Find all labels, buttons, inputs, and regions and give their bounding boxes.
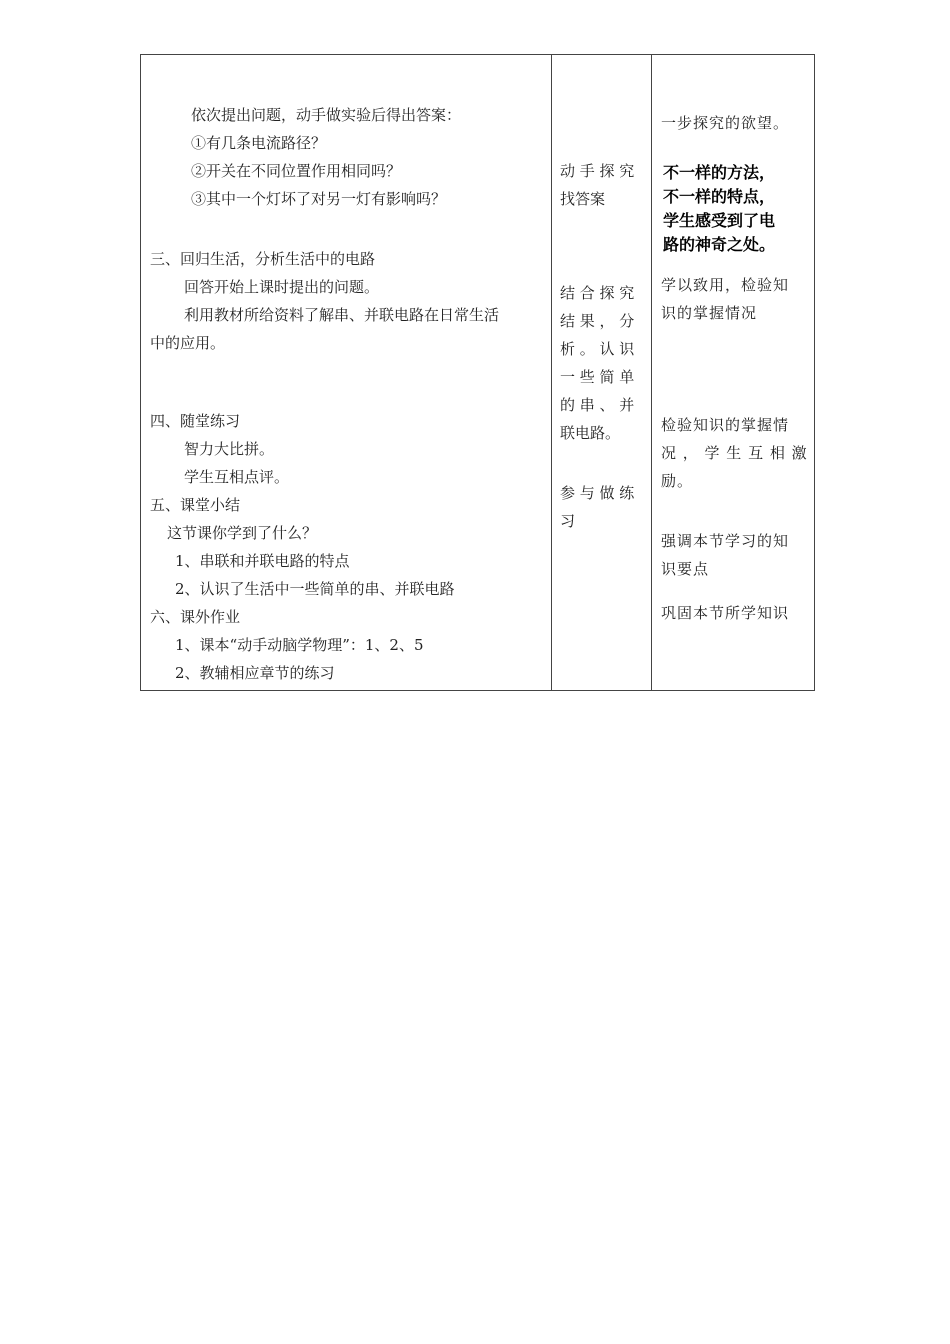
activity-2-line-2: 结 果 ， 分 xyxy=(560,312,635,330)
section-5-line-3: 2、认识了生活中一些简单的串、并联电路 xyxy=(175,580,455,598)
column-divider-2 xyxy=(651,55,652,690)
intent-3-line-1: 检验知识的掌握情 xyxy=(661,416,790,434)
section-3-line-1: 回答开始上课时提出的问题。 xyxy=(184,278,380,296)
intent-2-line-1: 学以致用，检验知 xyxy=(661,276,790,294)
section-4-title: 四、随堂练习 xyxy=(150,412,241,430)
section-6-title: 六、课外作业 xyxy=(150,608,241,626)
intent-4-line-1: 强调本节学习的知 xyxy=(661,532,790,550)
activity-3-line-1: 参 与 做 练 xyxy=(560,484,635,502)
activity-2-line-3: 析 。 认 识 xyxy=(560,340,635,358)
activity-2-line-1: 结 合 探 究 xyxy=(560,284,635,302)
section-3-title: 三、回归生活，分析生活中的电路 xyxy=(150,250,376,268)
intent-5-line-1: 巩固本节所学知识 xyxy=(661,604,790,622)
activity-2-line-4: 一 些 简 单 xyxy=(560,368,635,386)
intent-2-line-2: 识的掌握情况 xyxy=(661,304,758,322)
intro-text: 依次提出问题，动手做实验后得出答案： xyxy=(191,106,462,124)
highlight-line-2: 不一样的特点， xyxy=(663,187,776,206)
section-4-line-1: 智力大比拼。 xyxy=(184,440,275,458)
section-3-line-3: 中的应用。 xyxy=(150,334,226,352)
activity-1-line-2: 找答案 xyxy=(560,190,606,208)
activity-3-line-2: 习 xyxy=(560,512,576,530)
highlight-line-3: 学生感受到了电 xyxy=(663,211,776,230)
activity-2-line-6: 联电路。 xyxy=(560,424,621,442)
question-2: ②开关在不同位置作用相同吗？ xyxy=(191,162,402,180)
section-5-line-1: 这节课你学到了什么？ xyxy=(167,524,318,542)
intent-4-line-2: 识要点 xyxy=(661,560,710,578)
section-6-line-1: 1、课本“动手动脑学物理”：1、2、5 xyxy=(175,636,424,654)
question-1: ①有几条电流路径？ xyxy=(191,134,327,152)
section-6-line-2: 2、教辅相应章节的练习 xyxy=(175,664,335,682)
activity-1-line-1: 动 手 探 究 xyxy=(560,162,635,180)
column-divider-1 xyxy=(551,55,552,690)
highlight-line-1: 不一样的方法， xyxy=(663,163,776,182)
section-5-line-2: 1、串联和并联电路的特点 xyxy=(175,552,350,570)
activity-2-line-5: 的 串 、 并 xyxy=(560,396,635,414)
intent-line-1: 一步探究的欲望。 xyxy=(661,114,790,132)
lesson-table xyxy=(140,54,815,691)
intent-3-line-3: 励。 xyxy=(661,472,694,490)
section-5-title: 五、课堂小结 xyxy=(150,496,241,514)
section-3-line-2: 利用教材所给资料了解串、并联电路在日常生活 xyxy=(184,306,500,324)
question-3: ③其中一个灯坏了对另一灯有影响吗？ xyxy=(191,190,447,208)
intent-3-line-2: 况 ， 学 生 互 相 激 xyxy=(661,444,808,462)
section-4-line-2: 学生互相点评。 xyxy=(184,468,290,486)
highlight-line-4: 路的神奇之处。 xyxy=(663,235,776,254)
